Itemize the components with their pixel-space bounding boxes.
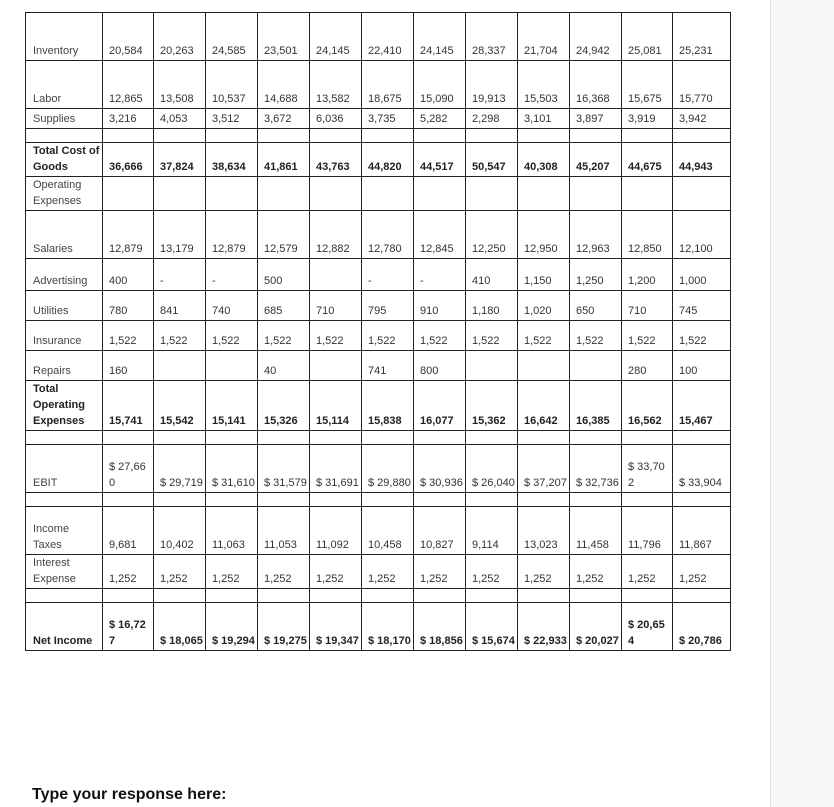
- separator-cell: [673, 493, 731, 507]
- value-cell: 50,547: [466, 143, 518, 177]
- value-cell: 1,522: [362, 321, 414, 351]
- value-cell: 40: [258, 351, 310, 381]
- value-cell: 44,943: [673, 143, 731, 177]
- row-total-operating-expenses: [26, 381, 731, 431]
- value-cell: 15,362: [466, 381, 518, 431]
- value-cell: 12,879: [206, 211, 258, 259]
- value-cell: 745: [673, 291, 731, 321]
- value-cell: 1,252: [518, 555, 570, 589]
- row-salaries: [26, 211, 731, 259]
- value-cell: [518, 351, 570, 381]
- value-cell: 1,252: [103, 555, 154, 589]
- separator-cell: [414, 493, 466, 507]
- value-cell: 15,141: [206, 381, 258, 431]
- separator-cell: [103, 129, 154, 143]
- value-cell: [310, 259, 362, 291]
- row-income-taxes: [26, 507, 731, 555]
- value-cell: 15,326: [258, 381, 310, 431]
- value-cell: [570, 351, 622, 381]
- value-cell: 12,579: [258, 211, 310, 259]
- value-cell: 5,282: [414, 109, 466, 129]
- value-cell: $ 31,579: [258, 445, 310, 493]
- separator-cell: [518, 129, 570, 143]
- value-cell: 910: [414, 291, 466, 321]
- value-cell: 9,114: [466, 507, 518, 555]
- value-cell: 15,838: [362, 381, 414, 431]
- value-cell: 45,207: [570, 143, 622, 177]
- value-cell: 11,796: [622, 507, 673, 555]
- row-supplies: [26, 109, 731, 129]
- value-cell: [622, 177, 673, 211]
- value-cell: 43,763: [310, 143, 362, 177]
- value-cell: 1,252: [466, 555, 518, 589]
- value-cell: 12,250: [466, 211, 518, 259]
- value-cell: 12,100: [673, 211, 731, 259]
- separator-cell: [673, 129, 731, 143]
- separator-cell: [362, 493, 414, 507]
- value-cell: 2,298: [466, 109, 518, 129]
- response-prompt: Type your response here:: [32, 786, 227, 803]
- separator-cell: [310, 431, 362, 445]
- separator-cell: [570, 431, 622, 445]
- value-cell: 12,865: [103, 61, 154, 109]
- value-cell: 13,582: [310, 61, 362, 109]
- row-label: Income Taxes: [26, 507, 103, 555]
- value-cell: 100: [673, 351, 731, 381]
- separator-cell: [570, 589, 622, 603]
- value-cell: $ 20,654: [622, 603, 673, 651]
- value-cell: 1,252: [362, 555, 414, 589]
- separator-cell: [518, 431, 570, 445]
- separator-cell: [26, 493, 103, 507]
- value-cell: 1,250: [570, 259, 622, 291]
- row-inventory: [26, 13, 731, 61]
- separator-cell: [206, 431, 258, 445]
- value-cell: 650: [570, 291, 622, 321]
- value-cell: 37,824: [154, 143, 206, 177]
- value-cell: 13,179: [154, 211, 206, 259]
- value-cell: $ 29,880: [362, 445, 414, 493]
- value-cell: 11,458: [570, 507, 622, 555]
- separator-cell: [310, 493, 362, 507]
- separator-cell: [103, 589, 154, 603]
- value-cell: 3,512: [206, 109, 258, 129]
- value-cell: 1,252: [258, 555, 310, 589]
- value-cell: 15,741: [103, 381, 154, 431]
- value-cell: $ 33,904: [673, 445, 731, 493]
- separator-cell: [414, 589, 466, 603]
- value-cell: 1,522: [206, 321, 258, 351]
- separator-row: [26, 589, 731, 603]
- value-cell: [673, 177, 731, 211]
- value-cell: 16,385: [570, 381, 622, 431]
- value-cell: $ 31,691: [310, 445, 362, 493]
- value-cell: 1,000: [673, 259, 731, 291]
- value-cell: 3,942: [673, 109, 731, 129]
- value-cell: 500: [258, 259, 310, 291]
- value-cell: 15,675: [622, 61, 673, 109]
- value-cell: -: [362, 259, 414, 291]
- value-cell: 24,145: [414, 13, 466, 61]
- value-cell: 44,517: [414, 143, 466, 177]
- value-cell: 1,252: [622, 555, 673, 589]
- value-cell: 12,882: [310, 211, 362, 259]
- row-net-income: [26, 603, 731, 651]
- value-cell: 741: [362, 351, 414, 381]
- separator-cell: [206, 129, 258, 143]
- value-cell: 25,231: [673, 13, 731, 61]
- separator-cell: [154, 493, 206, 507]
- value-cell: 15,542: [154, 381, 206, 431]
- separator-cell: [466, 589, 518, 603]
- value-cell: 1,252: [154, 555, 206, 589]
- value-cell: [206, 351, 258, 381]
- value-cell: 1,252: [414, 555, 466, 589]
- separator-cell: [570, 493, 622, 507]
- separator-cell: [466, 129, 518, 143]
- row-label: Inventory: [26, 13, 103, 61]
- value-cell: 1,522: [622, 321, 673, 351]
- value-cell: 3,672: [258, 109, 310, 129]
- value-cell: $ 19,347: [310, 603, 362, 651]
- value-cell: 1,252: [570, 555, 622, 589]
- separator-cell: [362, 129, 414, 143]
- separator-cell: [622, 129, 673, 143]
- value-cell: 14,688: [258, 61, 310, 109]
- value-cell: 15,467: [673, 381, 731, 431]
- value-cell: 795: [362, 291, 414, 321]
- value-cell: 841: [154, 291, 206, 321]
- separator-cell: [362, 589, 414, 603]
- value-cell: $ 15,674: [466, 603, 518, 651]
- value-cell: 1,150: [518, 259, 570, 291]
- value-cell: [518, 177, 570, 211]
- separator-cell: [673, 589, 731, 603]
- separator-cell: [154, 589, 206, 603]
- value-cell: 15,114: [310, 381, 362, 431]
- value-cell: $ 18,065: [154, 603, 206, 651]
- value-cell: 280: [622, 351, 673, 381]
- value-cell: 24,942: [570, 13, 622, 61]
- value-cell: 44,820: [362, 143, 414, 177]
- value-cell: [103, 177, 154, 211]
- value-cell: 41,861: [258, 143, 310, 177]
- value-cell: 10,402: [154, 507, 206, 555]
- financial-table: [25, 12, 731, 651]
- value-cell: $ 32,736: [570, 445, 622, 493]
- value-cell: 21,704: [518, 13, 570, 61]
- row-label: Total Operating Expenses: [26, 381, 103, 431]
- value-cell: $ 19,294: [206, 603, 258, 651]
- value-cell: 3,735: [362, 109, 414, 129]
- value-cell: 10,827: [414, 507, 466, 555]
- value-cell: 11,092: [310, 507, 362, 555]
- value-cell: 16,642: [518, 381, 570, 431]
- value-cell: 24,145: [310, 13, 362, 61]
- value-cell: 22,410: [362, 13, 414, 61]
- value-cell: 10,537: [206, 61, 258, 109]
- value-cell: 12,879: [103, 211, 154, 259]
- value-cell: 1,252: [310, 555, 362, 589]
- value-cell: 15,503: [518, 61, 570, 109]
- value-cell: [206, 177, 258, 211]
- separator-cell: [258, 129, 310, 143]
- row-label: Supplies: [26, 109, 103, 129]
- separator-cell: [258, 589, 310, 603]
- value-cell: [570, 177, 622, 211]
- separator-cell: [570, 129, 622, 143]
- separator-cell: [414, 129, 466, 143]
- separator-cell: [206, 493, 258, 507]
- value-cell: 780: [103, 291, 154, 321]
- value-cell: 23,501: [258, 13, 310, 61]
- value-cell: 38,634: [206, 143, 258, 177]
- value-cell: 1,522: [673, 321, 731, 351]
- value-cell: 1,180: [466, 291, 518, 321]
- value-cell: 3,101: [518, 109, 570, 129]
- value-cell: 15,090: [414, 61, 466, 109]
- separator-cell: [673, 431, 731, 445]
- separator-cell: [103, 493, 154, 507]
- value-cell: $ 16,727: [103, 603, 154, 651]
- value-cell: [154, 177, 206, 211]
- row-label: Net Income: [26, 603, 103, 651]
- separator-cell: [466, 431, 518, 445]
- value-cell: 11,867: [673, 507, 731, 555]
- separator-cell: [258, 431, 310, 445]
- separator-cell: [154, 431, 206, 445]
- value-cell: $ 20,786: [673, 603, 731, 651]
- value-cell: 40,308: [518, 143, 570, 177]
- value-cell: [466, 177, 518, 211]
- row-label: Total Cost of Goods: [26, 143, 103, 177]
- value-cell: 11,063: [206, 507, 258, 555]
- separator-cell: [518, 493, 570, 507]
- financial-table-body: [26, 13, 731, 651]
- separator-cell: [26, 129, 103, 143]
- value-cell: -: [206, 259, 258, 291]
- value-cell: [154, 351, 206, 381]
- value-cell: -: [414, 259, 466, 291]
- value-cell: 1,252: [673, 555, 731, 589]
- separator-cell: [206, 589, 258, 603]
- separator-cell: [414, 431, 466, 445]
- value-cell: [310, 351, 362, 381]
- value-cell: 20,584: [103, 13, 154, 61]
- separator-cell: [622, 431, 673, 445]
- value-cell: 12,950: [518, 211, 570, 259]
- value-cell: $ 19,275: [258, 603, 310, 651]
- value-cell: 11,053: [258, 507, 310, 555]
- value-cell: 1,522: [103, 321, 154, 351]
- separator-cell: [26, 431, 103, 445]
- value-cell: 685: [258, 291, 310, 321]
- value-cell: 36,666: [103, 143, 154, 177]
- value-cell: 4,053: [154, 109, 206, 129]
- value-cell: 1,020: [518, 291, 570, 321]
- separator-cell: [518, 589, 570, 603]
- row-utilities: [26, 291, 731, 321]
- value-cell: 13,508: [154, 61, 206, 109]
- value-cell: $ 26,040: [466, 445, 518, 493]
- value-cell: 1,522: [570, 321, 622, 351]
- value-cell: 13,023: [518, 507, 570, 555]
- row-insurance: [26, 321, 731, 351]
- row-label: Salaries: [26, 211, 103, 259]
- row-total-cost-of-goods: [26, 143, 731, 177]
- value-cell: 400: [103, 259, 154, 291]
- separator-cell: [466, 493, 518, 507]
- value-cell: 1,200: [622, 259, 673, 291]
- scroll-gutter[interactable]: [770, 0, 834, 807]
- value-cell: 1,522: [518, 321, 570, 351]
- value-cell: [310, 177, 362, 211]
- separator-row: [26, 431, 731, 445]
- value-cell: $ 18,170: [362, 603, 414, 651]
- value-cell: 12,850: [622, 211, 673, 259]
- value-cell: 3,897: [570, 109, 622, 129]
- value-cell: 1,522: [466, 321, 518, 351]
- value-cell: 15,770: [673, 61, 731, 109]
- value-cell: [414, 177, 466, 211]
- value-cell: 24,585: [206, 13, 258, 61]
- value-cell: $ 29,719: [154, 445, 206, 493]
- separator-cell: [622, 589, 673, 603]
- value-cell: 18,675: [362, 61, 414, 109]
- value-cell: 28,337: [466, 13, 518, 61]
- row-advertising: [26, 259, 731, 291]
- value-cell: 3,216: [103, 109, 154, 129]
- value-cell: 410: [466, 259, 518, 291]
- row-label: Labor: [26, 61, 103, 109]
- row-label: Repairs: [26, 351, 103, 381]
- value-cell: $ 18,856: [414, 603, 466, 651]
- row-label: Utilities: [26, 291, 103, 321]
- value-cell: $ 31,610: [206, 445, 258, 493]
- value-cell: $ 30,936: [414, 445, 466, 493]
- value-cell: 20,263: [154, 13, 206, 61]
- value-cell: 800: [414, 351, 466, 381]
- separator-cell: [310, 129, 362, 143]
- row-interest-expense: [26, 555, 731, 589]
- value-cell: 12,780: [362, 211, 414, 259]
- separator-cell: [622, 493, 673, 507]
- value-cell: [466, 351, 518, 381]
- value-cell: 1,252: [206, 555, 258, 589]
- row-operating-expenses: [26, 177, 731, 211]
- row-label: EBIT: [26, 445, 103, 493]
- row-label: Advertising: [26, 259, 103, 291]
- separator-row: [26, 493, 731, 507]
- value-cell: $ 20,027: [570, 603, 622, 651]
- separator-row: [26, 129, 731, 143]
- value-cell: 44,675: [622, 143, 673, 177]
- separator-cell: [154, 129, 206, 143]
- value-cell: 16,077: [414, 381, 466, 431]
- value-cell: $ 22,933: [518, 603, 570, 651]
- value-cell: 1,522: [258, 321, 310, 351]
- value-cell: 1,522: [310, 321, 362, 351]
- value-cell: 16,368: [570, 61, 622, 109]
- row-label: Operating Expenses: [26, 177, 103, 211]
- value-cell: 1,522: [414, 321, 466, 351]
- value-cell: 740: [206, 291, 258, 321]
- value-cell: 9,681: [103, 507, 154, 555]
- row-label: Interest Expense: [26, 555, 103, 589]
- value-cell: $ 33,702: [622, 445, 673, 493]
- row-ebit: [26, 445, 731, 493]
- value-cell: 12,963: [570, 211, 622, 259]
- value-cell: 1,522: [154, 321, 206, 351]
- row-label: Insurance: [26, 321, 103, 351]
- separator-cell: [103, 431, 154, 445]
- value-cell: 710: [310, 291, 362, 321]
- separator-cell: [362, 431, 414, 445]
- value-cell: 10,458: [362, 507, 414, 555]
- value-cell: [362, 177, 414, 211]
- separator-cell: [26, 589, 103, 603]
- value-cell: 6,036: [310, 109, 362, 129]
- value-cell: 19,913: [466, 61, 518, 109]
- value-cell: -: [154, 259, 206, 291]
- value-cell: 710: [622, 291, 673, 321]
- value-cell: [258, 177, 310, 211]
- value-cell: 25,081: [622, 13, 673, 61]
- value-cell: 3,919: [622, 109, 673, 129]
- value-cell: $ 27,660: [103, 445, 154, 493]
- separator-cell: [258, 493, 310, 507]
- separator-cell: [310, 589, 362, 603]
- value-cell: 16,562: [622, 381, 673, 431]
- row-labor: [26, 61, 731, 109]
- value-cell: 160: [103, 351, 154, 381]
- row-repairs: [26, 351, 731, 381]
- value-cell: $ 37,207: [518, 445, 570, 493]
- value-cell: 12,845: [414, 211, 466, 259]
